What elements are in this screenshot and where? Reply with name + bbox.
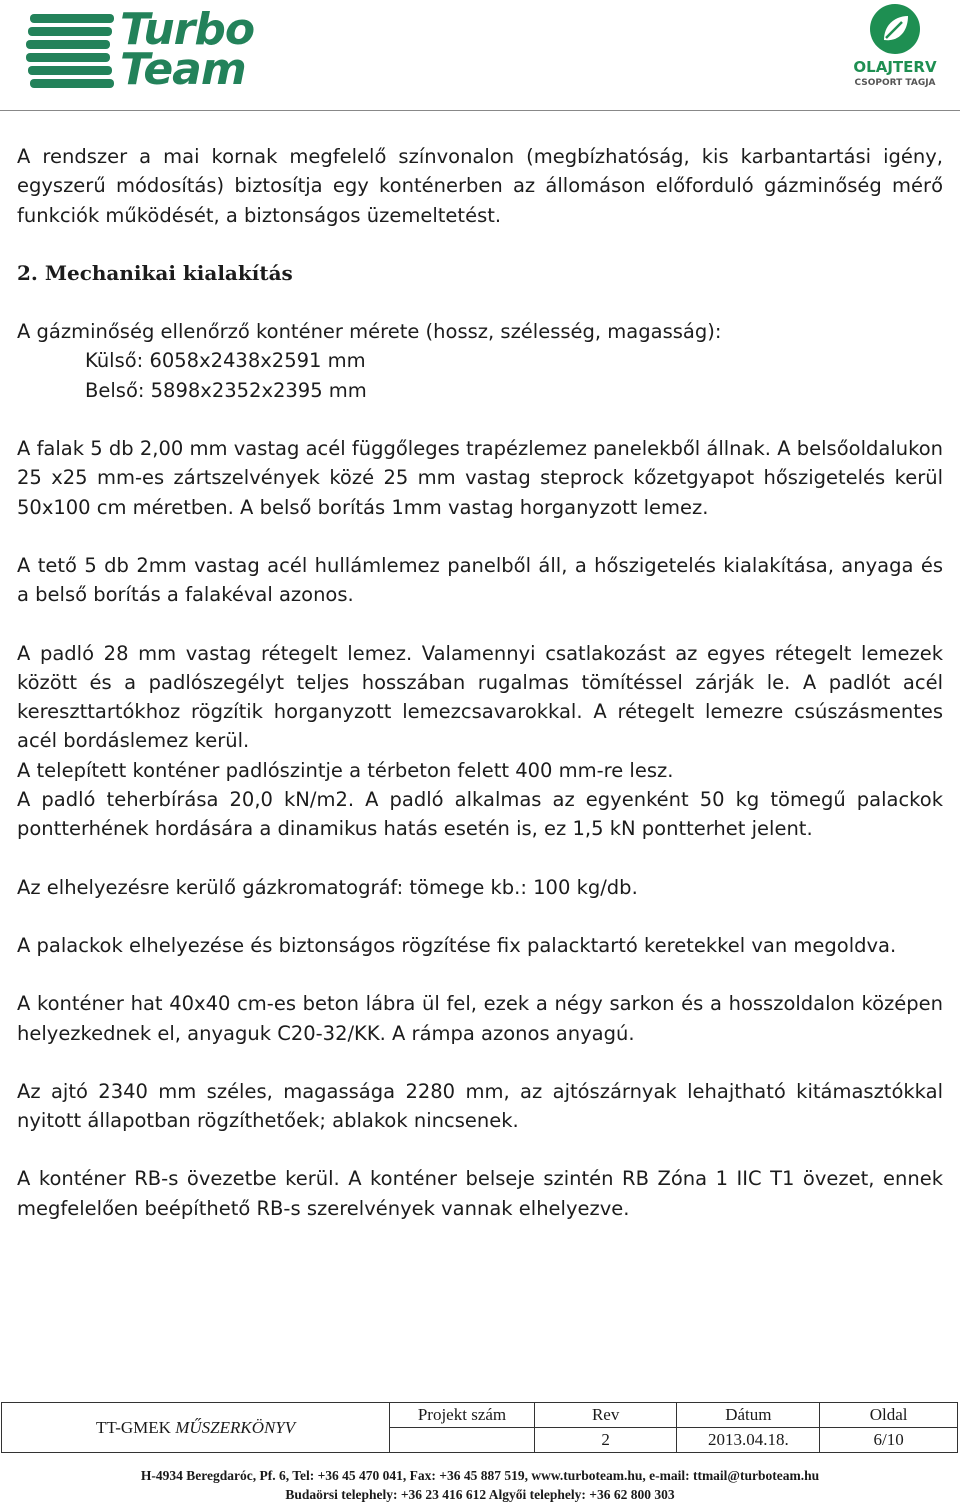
- chromatograph-paragraph: Az elhelyezésre kerülő gázkromatográf: tömege kb.: 100 kg/db.: [17, 875, 638, 899]
- walls-paragraph: A falak 5 db 2,00 mm vastag acél függőleges trapézlemez panelekből állnak. A belsőoldalukon 25 x25 mm-es zártszelvények közé 25 mm vastag steprock kőzetgyapot hőszigetelés kerül 50x100 cm méretben. A belső borítás 1mm vastag horganyzott lemez.: [17, 437, 943, 519]
- olajterv-leaf-icon: [870, 4, 920, 54]
- logo-text-turbo: Turbo: [120, 4, 255, 55]
- outer-size: Külső: 6058x2438x2591 mm: [85, 349, 366, 373]
- footer-address: [0, 1466, 960, 1504]
- intro-paragraph: A rendszer a mai kornak megfelelő színvonalon (megbízhatóság, kis karbantartási igény, egyszerű módosítás) biztosítja egy konténerben az állomáson előforduló gázminőség mérő funkciók működését, a biztonságos üzemeltetést.: [17, 145, 943, 227]
- header-page: Oldal: [820, 1403, 958, 1428]
- zone-paragraph: A konténer RB-s övezetbe kerül. A konténer belseje szintén RB Zóna 1 IIC T1 övezet, ennek megfelelően beépíthető RB-s szerelvények vannak elhelyezve.: [17, 1167, 943, 1220]
- header-project: Projekt szám: [390, 1403, 535, 1428]
- roof-paragraph: A tető 5 db 2mm vastag acél hullámlemez panelből áll, a hőszigetelés kialakítása, anyaga és a belső borítás a falakéval azonos.: [17, 553, 943, 607]
- project-number: [390, 1428, 535, 1453]
- floor-load-paragraph: A padló teherbírása 20,0 kN/m2. A padló alkalmas az egyenként 50 kg tömegű palackok pontterhének hordására a dinamikus hatás esetén is, ez 1,5 kN pontterhet jelent.: [17, 788, 943, 841]
- size-intro: A gázminőség ellenőrző konténer mérete (hossz, szélesség, magasság):: [17, 320, 722, 344]
- inner-size: Belső: 5898x2352x2395 mm: [85, 378, 367, 402]
- olajterv-name: OLAJTERV: [853, 58, 937, 76]
- address-line-1: H-4934 Beregdaróc, Pf. 6, Tel: +36 45 470 041, Fax: +36 45 887 519, www.turboteam.hu, e-mail: ttmail@turboteam.hu: [140, 1468, 820, 1483]
- bottles-paragraph: A palackok elhelyezése és biztonságos rögzítése fix palacktartó keretekkel van megoldva.: [17, 933, 897, 957]
- door-paragraph: Az ajtó 2340 mm széles, magassága 2280 mm, az ajtószárnyak lehajtható kitámasztókkal nyitott állapotban rögzíthetőek; ablakok nincsenek.: [17, 1079, 943, 1133]
- header-date: Dátum: [677, 1403, 820, 1428]
- document-title: TT-GMEK MŰSZERKÖNYV: [2, 1403, 390, 1453]
- document-body: [17, 142, 943, 1223]
- logo-text-team: Team: [120, 44, 246, 95]
- section-heading: 2. Mechanikai kialakítás: [17, 260, 293, 285]
- feet-paragraph: A konténer hat 40x40 cm-es beton lábra ül fel, ezek a négy sarkon és a hosszoldalon középen helyezkednek el, anyaguk C20-32/KK. A rámpa azonos anyagú.: [17, 992, 943, 1045]
- address-line-2: Budaörsi telephely: +36 23 416 612 Algyői telephely: +36 62 800 303: [285, 1487, 675, 1502]
- olajterv-logo: [840, 2, 950, 102]
- floor-level-paragraph: A telepített konténer padlószintje a térbeton felett 400 mm-re lesz.: [17, 758, 674, 782]
- header-divider: [0, 110, 960, 111]
- floor-paragraph: A padló 28 mm vastag rétegelt lemez. Valamennyi csatlakozást az egyes rétegelt lemezek között és a padlószegélyt teljes hosszában rugalmas tömítéssel zárják le. A padlót acél kereszttartókhoz rögzítik horganyzott lemezcsavarokkal. A rétegelt lemezre csúszásmentes acél bordáslemez kerül.: [17, 641, 943, 753]
- header-rev: Rev: [534, 1403, 677, 1428]
- olajterv-subtitle: CSOPORT TAGJA: [854, 78, 936, 88]
- revision: 2: [534, 1428, 677, 1453]
- page-header: [0, 0, 960, 112]
- document-date: 2013.04.18.: [677, 1428, 820, 1453]
- turbo-team-stripes-icon: [26, 12, 114, 90]
- footer-table: [1, 1402, 958, 1453]
- page-number: 6/10: [820, 1428, 958, 1453]
- turbo-team-logo: [26, 4, 326, 95]
